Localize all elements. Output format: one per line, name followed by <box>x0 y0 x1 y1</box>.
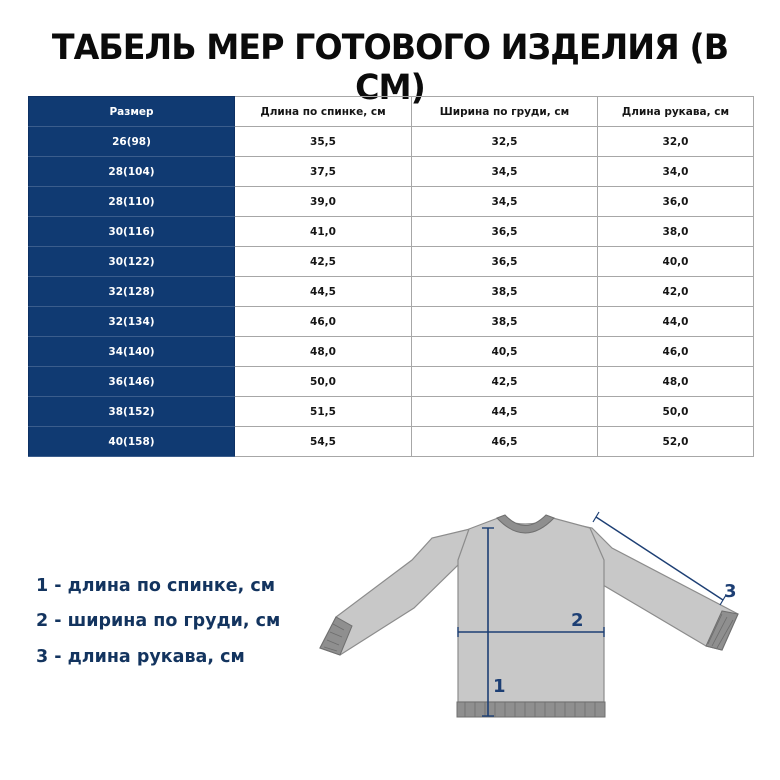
size-cell: 30(116) <box>29 217 235 247</box>
table-row <box>29 367 754 397</box>
chest-width-cell: 34,5 <box>412 187 598 217</box>
size-cell: 38(152) <box>29 397 235 427</box>
sleeve-length-cell: 46,0 <box>598 337 754 367</box>
legend-item-back-length: 1 - длина по спинке, см <box>36 576 276 596</box>
back-length-cell: 54,5 <box>235 427 412 457</box>
size-cell: 28(110) <box>29 187 235 217</box>
sleeve-length-cell: 44,0 <box>598 307 754 337</box>
size-cell: 34(140) <box>29 337 235 367</box>
header-size: Размер <box>29 97 235 127</box>
chest-width-cell: 42,5 <box>412 367 598 397</box>
table-row <box>29 157 754 187</box>
chest-width-cell: 36,5 <box>412 217 598 247</box>
size-cell: 36(146) <box>29 367 235 397</box>
chest-width-cell: 44,5 <box>412 397 598 427</box>
sleeve-length-cell: 38,0 <box>598 217 754 247</box>
table-row <box>29 187 754 217</box>
chest-width-cell: 32,5 <box>412 127 598 157</box>
back-length-cell: 42,5 <box>235 247 412 277</box>
table-row <box>29 337 754 367</box>
chest-width-cell: 46,5 <box>412 427 598 457</box>
size-cell: 28(104) <box>29 157 235 187</box>
size-cell: 32(134) <box>29 307 235 337</box>
chest-width-cell: 38,5 <box>412 277 598 307</box>
marker-2: 2 <box>571 610 584 631</box>
chest-width-cell: 34,5 <box>412 157 598 187</box>
chest-width-cell: 40,5 <box>412 337 598 367</box>
sleeve-length-cell: 32,0 <box>598 127 754 157</box>
sleeve-length-cell: 42,0 <box>598 277 754 307</box>
size-cell: 40(158) <box>29 427 235 457</box>
table-row <box>29 127 754 157</box>
sleeve-length-cell: 50,0 <box>598 397 754 427</box>
table-header-row <box>29 97 754 127</box>
back-length-cell: 39,0 <box>235 187 412 217</box>
size-table <box>28 96 754 457</box>
marker-1: 1 <box>493 676 506 697</box>
sweater-diagram <box>300 505 760 725</box>
table-row <box>29 247 754 277</box>
table-row <box>29 217 754 247</box>
size-cell: 32(128) <box>29 277 235 307</box>
sleeve-length-cell: 48,0 <box>598 367 754 397</box>
sleeve-length-cell: 34,0 <box>598 157 754 187</box>
table-row <box>29 427 754 457</box>
back-length-cell: 48,0 <box>235 337 412 367</box>
legend-item-chest-width: 2 - ширина по груди, см <box>36 611 281 631</box>
page-title: ТАБЕЛЬ МЕР ГОТОВОГО ИЗДЕЛИЯ (В СМ) <box>51 28 729 108</box>
back-length-cell: 44,5 <box>235 277 412 307</box>
table-row <box>29 277 754 307</box>
sleeve-length-cell: 52,0 <box>598 427 754 457</box>
back-length-cell: 35,5 <box>235 127 412 157</box>
sleeve-length-cell: 40,0 <box>598 247 754 277</box>
size-cell: 26(98) <box>29 127 235 157</box>
chest-width-cell: 38,5 <box>412 307 598 337</box>
size-cell: 30(122) <box>29 247 235 277</box>
header-back-length: Длина по спинке, см <box>235 97 412 127</box>
back-length-cell: 51,5 <box>235 397 412 427</box>
sleeve-length-cell: 36,0 <box>598 187 754 217</box>
header-chest-width: Ширина по груди, см <box>412 97 598 127</box>
back-length-cell: 50,0 <box>235 367 412 397</box>
marker-3: 3 <box>724 581 737 602</box>
sleeve-left <box>320 529 470 655</box>
back-length-cell: 41,0 <box>235 217 412 247</box>
table-row <box>29 397 754 427</box>
chest-width-cell: 36,5 <box>412 247 598 277</box>
header-sleeve-length: Длина рукава, см <box>598 97 754 127</box>
back-length-cell: 37,5 <box>235 157 412 187</box>
table-row <box>29 307 754 337</box>
back-length-cell: 46,0 <box>235 307 412 337</box>
legend-item-sleeve-length: 3 - длина рукава, см <box>36 647 245 667</box>
